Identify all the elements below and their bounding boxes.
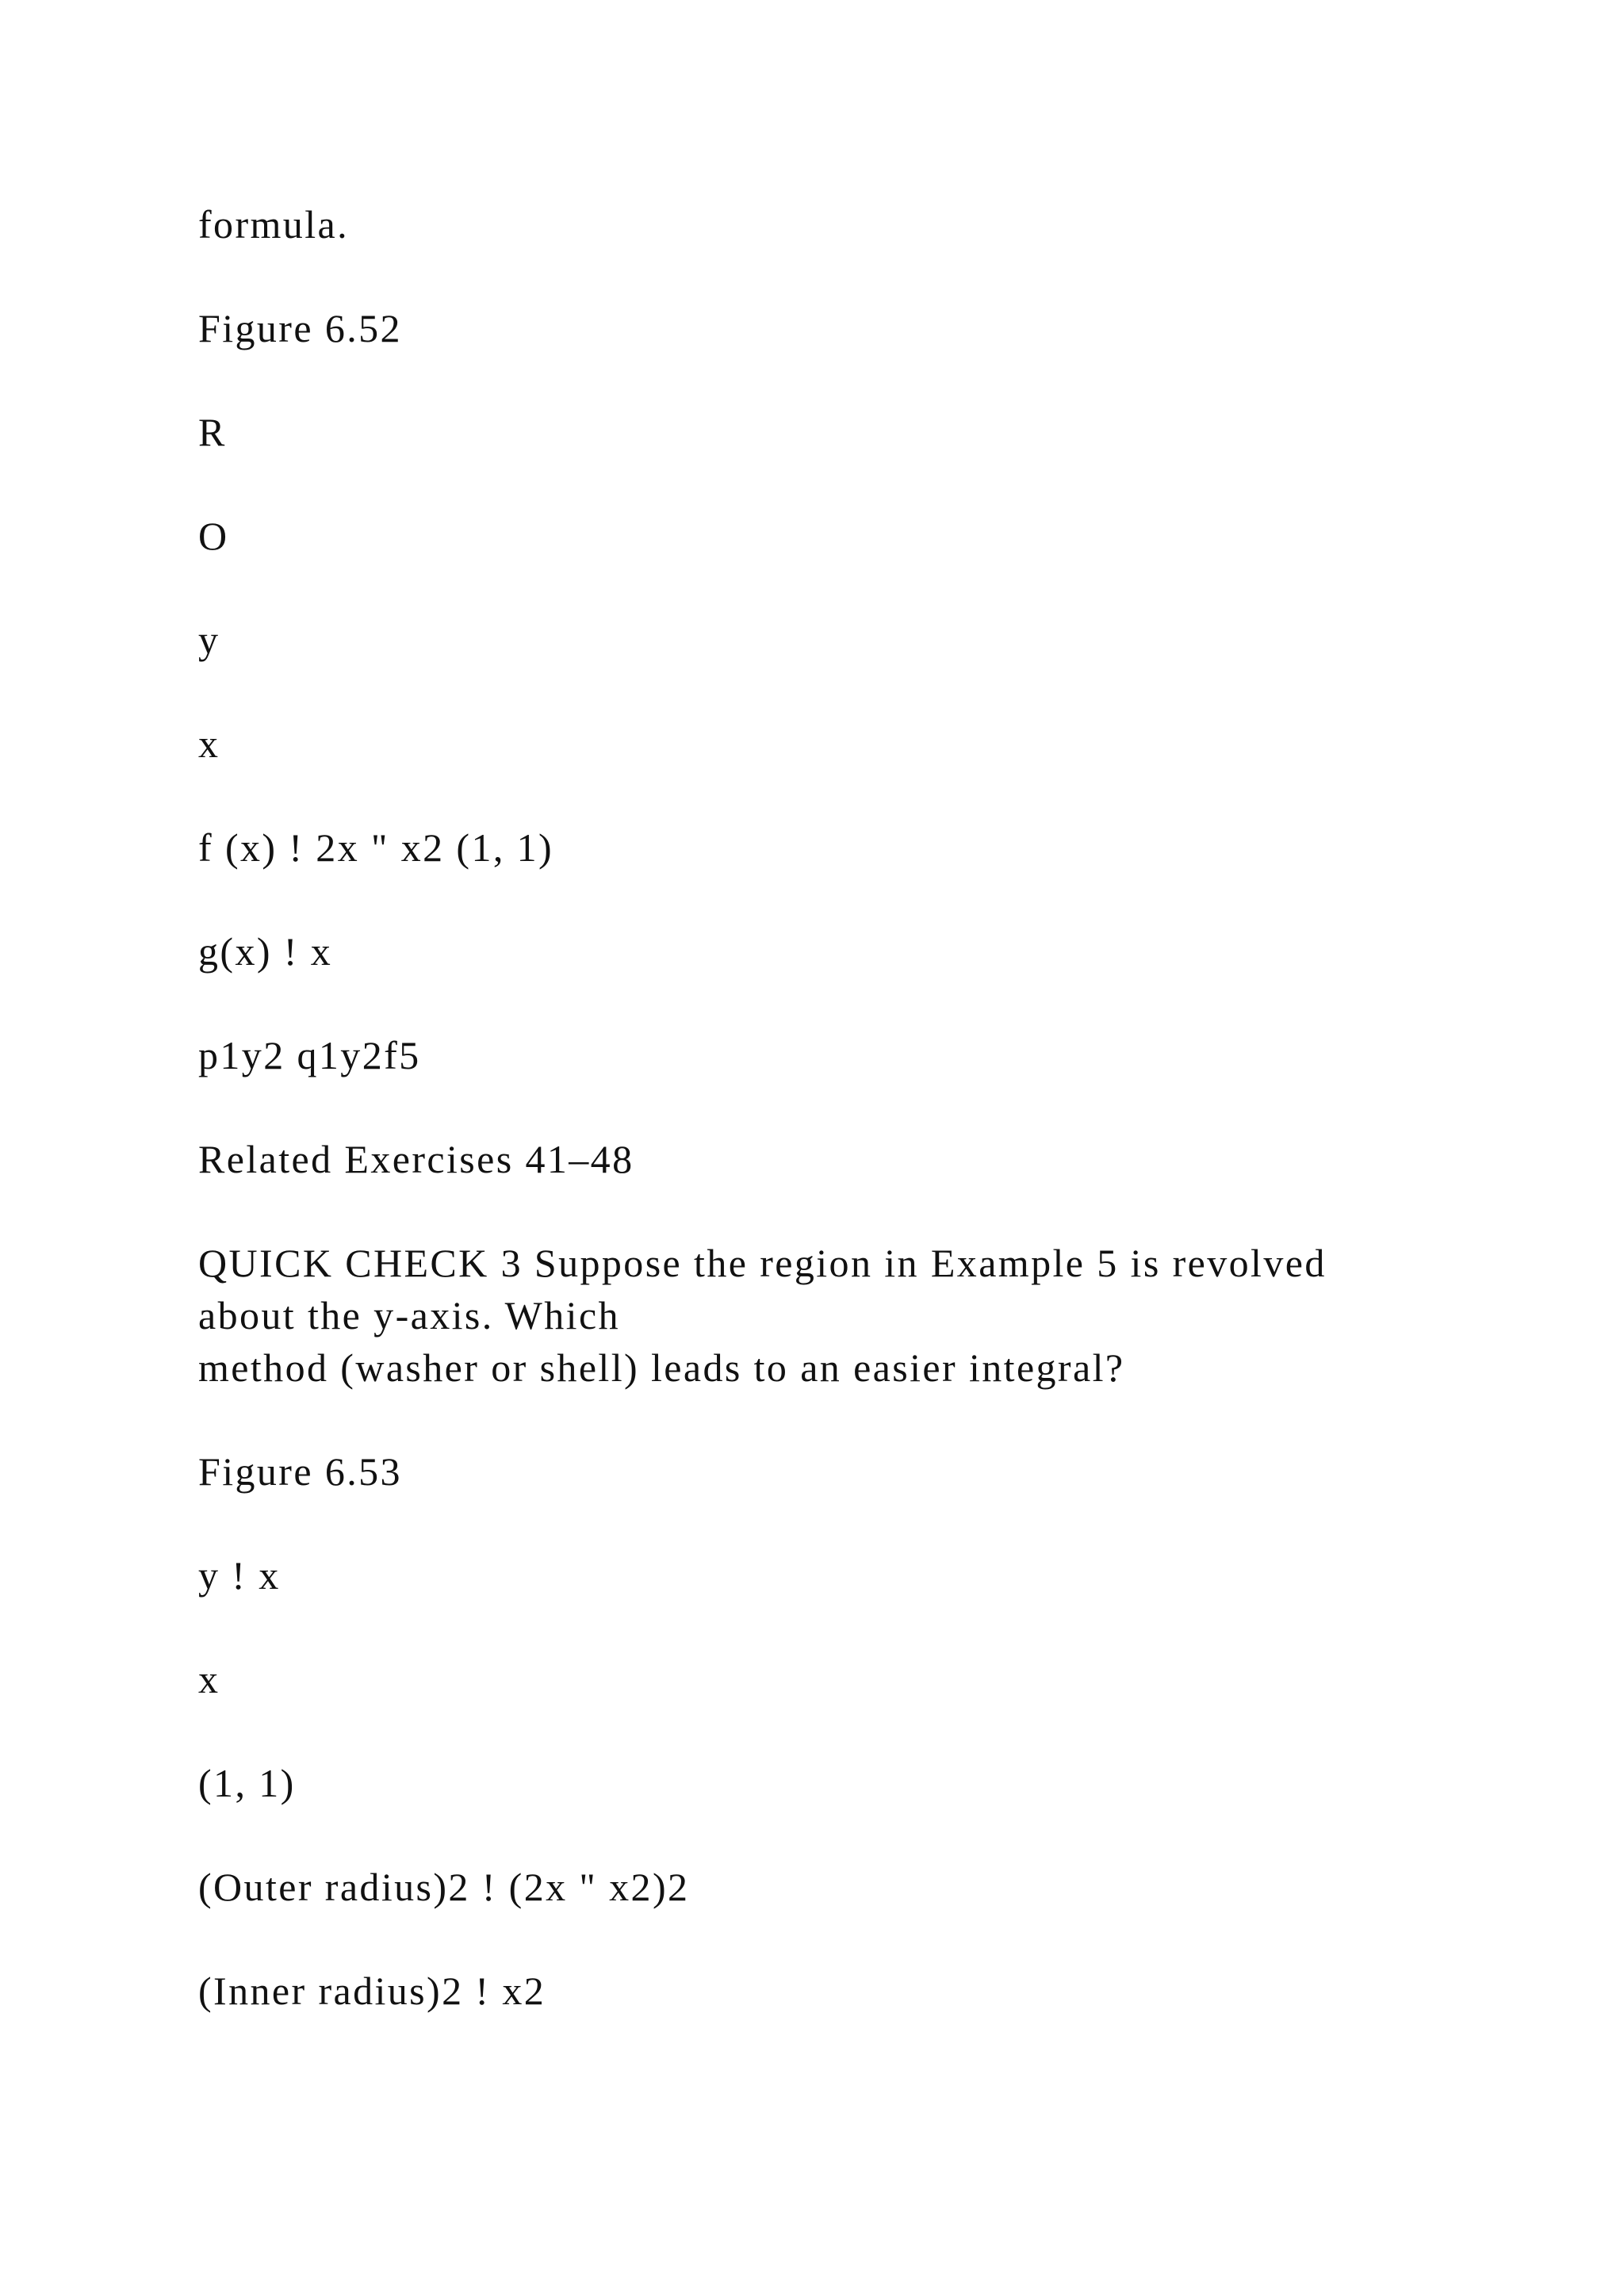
point-label-1-1: (1, 1) [198,1761,296,1805]
figure-caption-6-53: Figure 6.53 [198,1449,402,1494]
quick-check-line-1: QUICK CHECK 3 Suppose the region in Example 5 is revolved [198,1241,1327,1285]
figure-caption-6-52: Figure 6.52 [198,306,402,350]
quick-check-line-3: method (washer or shell) leads to an easier integral? [198,1345,1125,1390]
figure-label-x-2: x [198,1657,220,1701]
figure-label-r: R [198,410,227,454]
quick-check-line-2: about the y-axis. Which [198,1293,620,1337]
related-exercises-text: Related Exercises 41–48 [198,1137,634,1181]
figure-label-y: y [198,618,220,662]
figure-label-o: O [198,514,229,558]
function-y-equals-x-label: y ! x [198,1553,281,1598]
figure-label-x: x [198,721,220,766]
garbled-text-line: p1y2 q1y2f5 [198,1033,421,1077]
outer-radius-formula: (Outer radius)2 ! (2x " x2)2 [198,1865,690,1909]
text-line-formula: formula. [198,202,349,247]
inner-radius-formula: (Inner radius)2 ! x2 [198,1969,546,2013]
function-g-label: g(x) ! x [198,929,333,974]
function-f-label: f (x) ! 2x " x2 (1, 1) [198,825,554,870]
